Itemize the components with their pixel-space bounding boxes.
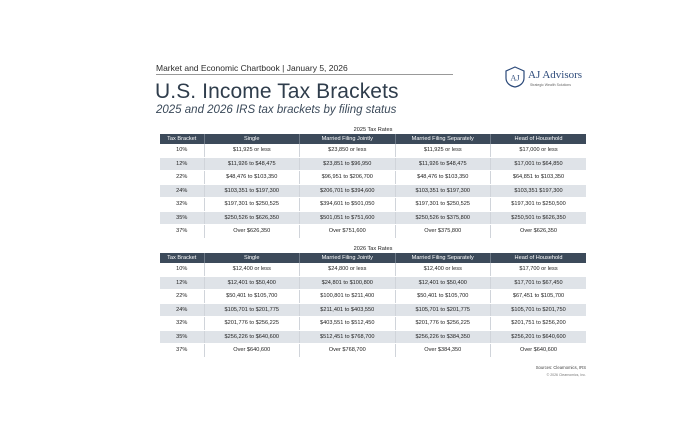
bracket-rate-cell: 12% [160,157,204,171]
bracket-range-cell: $250,501 to $626,350 [491,211,587,225]
bracket-rate-cell: 32% [160,198,204,212]
bracket-range-cell: $11,926 to $48,475 [204,157,300,171]
table-header-row [160,253,586,263]
bracket-range-cell: Over $751,600 [300,225,396,239]
table-row [160,276,586,290]
bracket-range-cell: $403,551 to $512,450 [300,317,396,331]
bracket-rate-cell: 22% [160,171,204,185]
bracket-rate-cell: 24% [160,303,204,317]
bracket-rate-cell: 32% [160,317,204,331]
bracket-range-cell: $105,701 to $201,775 [204,303,300,317]
bracket-range-cell: $201,751 to $256,200 [491,317,587,331]
svg-text:AJ: AJ [510,73,520,83]
bracket-range-cell: $48,476 to $103,350 [204,171,300,185]
table-row [160,184,586,198]
bracket-range-cell: $103,351 to $197,300 [204,184,300,198]
bracket-range-cell: $103,351 $197,300 [491,184,587,198]
bracket-rate-cell: 37% [160,344,204,358]
bracket-range-cell: $197,301 to $250,500 [491,198,587,212]
tax-table-2025 [160,134,586,239]
bracket-range-cell: Over $626,350 [204,225,300,239]
bracket-range-cell: $48,476 to $103,350 [395,171,491,185]
column-header: Single [204,134,300,144]
bracket-range-cell: $197,301 to $250,525 [395,198,491,212]
table-row [160,330,586,344]
bracket-range-cell: $250,526 to $626,350 [204,211,300,225]
column-header: Tax Bracket [160,253,204,263]
brand-logo [504,66,594,96]
bracket-range-cell: $12,401 to $50,400 [395,276,491,290]
column-header: Head of Household [491,134,587,144]
copyright-note: © 2026 Clearnomics, Inc. [546,373,586,377]
logo-name: AJ Advisors [528,69,583,81]
bracket-range-cell: $250,526 to $375,800 [395,211,491,225]
header-divider [156,74,453,75]
column-header: Single [204,253,300,263]
page-title: U.S. Income Tax Brackets [155,80,399,103]
column-header: Tax Bracket [160,134,204,144]
table-row [160,344,586,358]
table-2025-label: 2025 Tax Rates [353,127,393,133]
bracket-rate-cell: 24% [160,184,204,198]
bracket-range-cell: Over $384,350 [395,344,491,358]
column-header: Head of Household [491,253,587,263]
bracket-rate-cell: 22% [160,290,204,304]
bracket-rate-cell: 12% [160,276,204,290]
bracket-range-cell: $11,926 to $48,475 [395,157,491,171]
bracket-range-cell: $201,776 to $256,225 [395,317,491,331]
bracket-range-cell: $96,951 to $206,700 [300,171,396,185]
table-2026-label: 2026 Tax Rates [353,246,393,252]
bracket-range-cell: $23,851 to $96,950 [300,157,396,171]
bracket-range-cell: $501,051 to $751,600 [300,211,396,225]
bracket-range-cell: $12,400 or less [204,263,300,276]
bracket-range-cell: $23,850 or less [300,144,396,157]
bracket-range-cell: Over $768,700 [300,344,396,358]
table-header-row [160,134,586,144]
bracket-range-cell: $211,401 to $403,550 [300,303,396,317]
bracket-range-cell: $67,451 to $105,700 [491,290,587,304]
bracket-range-cell: $206,701 to $394,600 [300,184,396,198]
column-header: Married Filing Separately [395,253,491,263]
sources-note: Sources: Clearnomics, IRS [535,365,586,370]
bracket-range-cell: $105,701 to $201,750 [491,303,587,317]
bracket-range-cell: $256,226 to $640,600 [204,330,300,344]
table-row [160,211,586,225]
page-subtitle: 2025 and 2026 IRS tax brackets by filing status [156,104,397,116]
bracket-range-cell: $17,001 to $64,850 [491,157,587,171]
bracket-rate-cell: 10% [160,144,204,157]
bracket-range-cell: $100,801 to $211,400 [300,290,396,304]
bracket-range-cell: Over $626,350 [491,225,587,239]
table-row [160,144,586,157]
tax-table-2026 [160,253,586,358]
bracket-range-cell: $17,701 to $67,450 [491,276,587,290]
column-header: Married Filing Separately [395,134,491,144]
bracket-rate-cell: 37% [160,225,204,239]
table-row [160,317,586,331]
column-header: Married Filing Jointly [300,253,396,263]
bracket-range-cell: $197,301 to $250,525 [204,198,300,212]
bracket-range-cell: Over $640,600 [204,344,300,358]
bracket-rate-cell: 35% [160,330,204,344]
bracket-range-cell: Over $640,600 [491,344,587,358]
header-kicker: Market and Economic Chartbook | January 5, 2026 [156,63,348,73]
bracket-range-cell: $64,851 to $103,350 [491,171,587,185]
bracket-range-cell: $105,701 to $201,775 [395,303,491,317]
bracket-range-cell: $12,400 or less [395,263,491,276]
bracket-range-cell: $12,401 to $50,400 [204,276,300,290]
bracket-rate-cell: 35% [160,211,204,225]
bracket-range-cell: $11,925 or less [395,144,491,157]
table-row [160,263,586,276]
bracket-range-cell: $17,000 or less [491,144,587,157]
column-header: Married Filing Jointly [300,134,396,144]
bracket-range-cell: $201,776 to $256,225 [204,317,300,331]
bracket-range-cell: $17,700 or less [491,263,587,276]
bracket-range-cell: $11,925 or less [204,144,300,157]
logo-tagline: Strategic Wealth Solutions [530,83,571,87]
bracket-range-cell: $24,801 to $100,800 [300,276,396,290]
shield-logo-icon [504,66,526,88]
bracket-range-cell: Over $375,800 [395,225,491,239]
table-row [160,198,586,212]
bracket-range-cell: $103,351 to $197,300 [395,184,491,198]
table-row [160,225,586,239]
table-row [160,303,586,317]
bracket-range-cell: $394,601 to $501,050 [300,198,396,212]
bracket-range-cell: $50,401 to $105,700 [204,290,300,304]
bracket-rate-cell: 10% [160,263,204,276]
bracket-range-cell: $50,401 to $105,700 [395,290,491,304]
table-row [160,171,586,185]
bracket-range-cell: $24,800 or less [300,263,396,276]
bracket-range-cell: $256,226 to $384,350 [395,330,491,344]
table-row [160,290,586,304]
bracket-range-cell: $256,201 to $640,600 [491,330,587,344]
bracket-range-cell: $512,451 to $768,700 [300,330,396,344]
table-row [160,157,586,171]
